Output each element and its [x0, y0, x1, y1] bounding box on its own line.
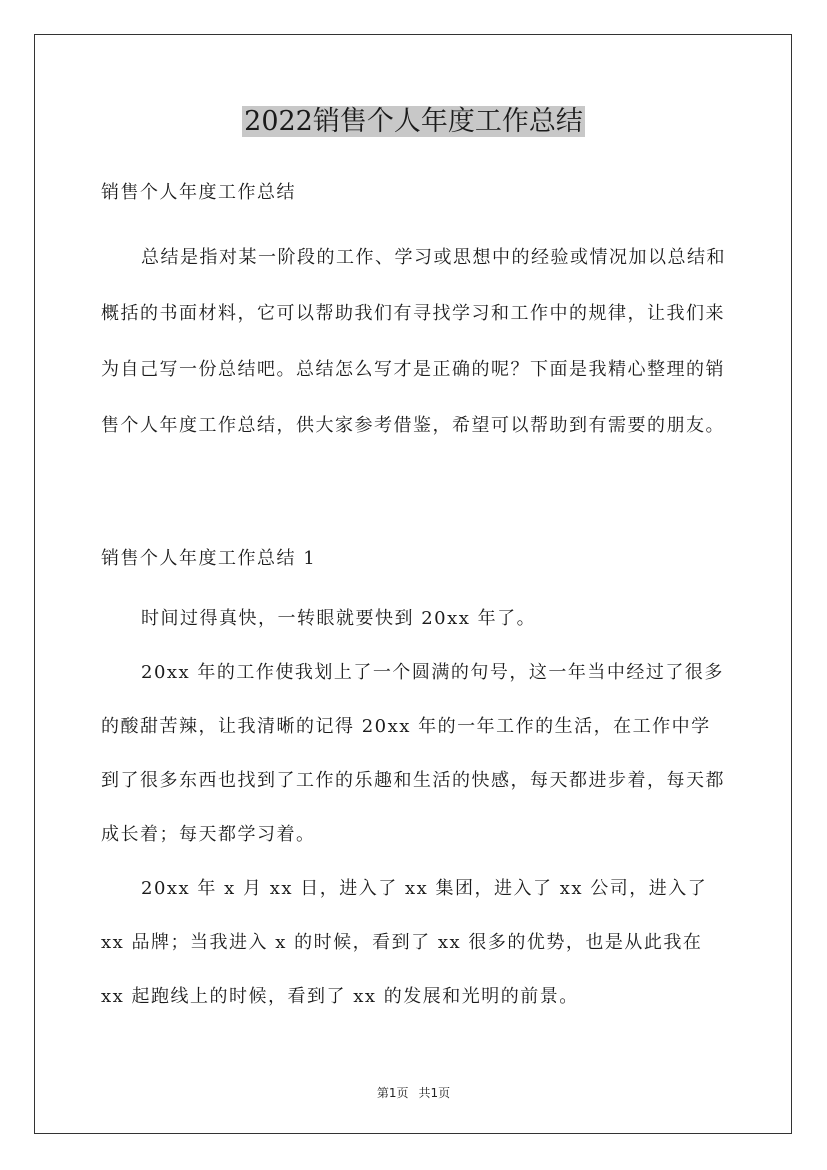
document-title	[0, 102, 827, 142]
page-number: 第1页	[376, 1086, 409, 1100]
document-title-text: 2022销售个人年度工作总结	[244, 106, 583, 137]
page-total: 共1页	[418, 1086, 451, 1100]
section-heading-summary-1: 销售个人年度工作总结 1	[101, 548, 317, 569]
page-footer	[0, 1084, 827, 1101]
section-heading-intro: 销售个人年度工作总结	[101, 182, 296, 203]
body-paragraph: 20xx 年 x 月 xx 日，进入了 xx 集团，进入了 xx 公司，进入了 xx 品牌；当我进入 x 的时候，看到了 xx 很多的优势，也是从此我在 xx 起跑线上的时候，看到了 xx 的发展和光明的前景。	[101, 878, 708, 1007]
body-paragraph: 20xx 年的工作使我划上了一个圆满的句号，这一年当中经过了很多的酸甜苦辣，让我清晰的记得 20xx 年的一年工作的生活，在工作中学到了很多东西也找到了工作的乐趣和生活的快感，每天都进步着，每天都成长着；每天都学习着。	[101, 662, 725, 845]
body-paragraph: 时间过得真快，一转眼就要快到 20xx 年了。	[141, 608, 537, 629]
intro-paragraph: 总结是指对某一阶段的工作、学习或思想中的经验或情况加以总结和概括的书面材料，它可以帮助我们有寻找学习和工作中的规律，让我们来为自己写一份总结吧。总结怎么写才是正确的呢？下面是我精心整理的销售个人年度工作总结，供大家参考借鉴，希望可以帮助到有需要的朋友。	[101, 247, 726, 436]
document-body	[101, 172, 727, 1024]
